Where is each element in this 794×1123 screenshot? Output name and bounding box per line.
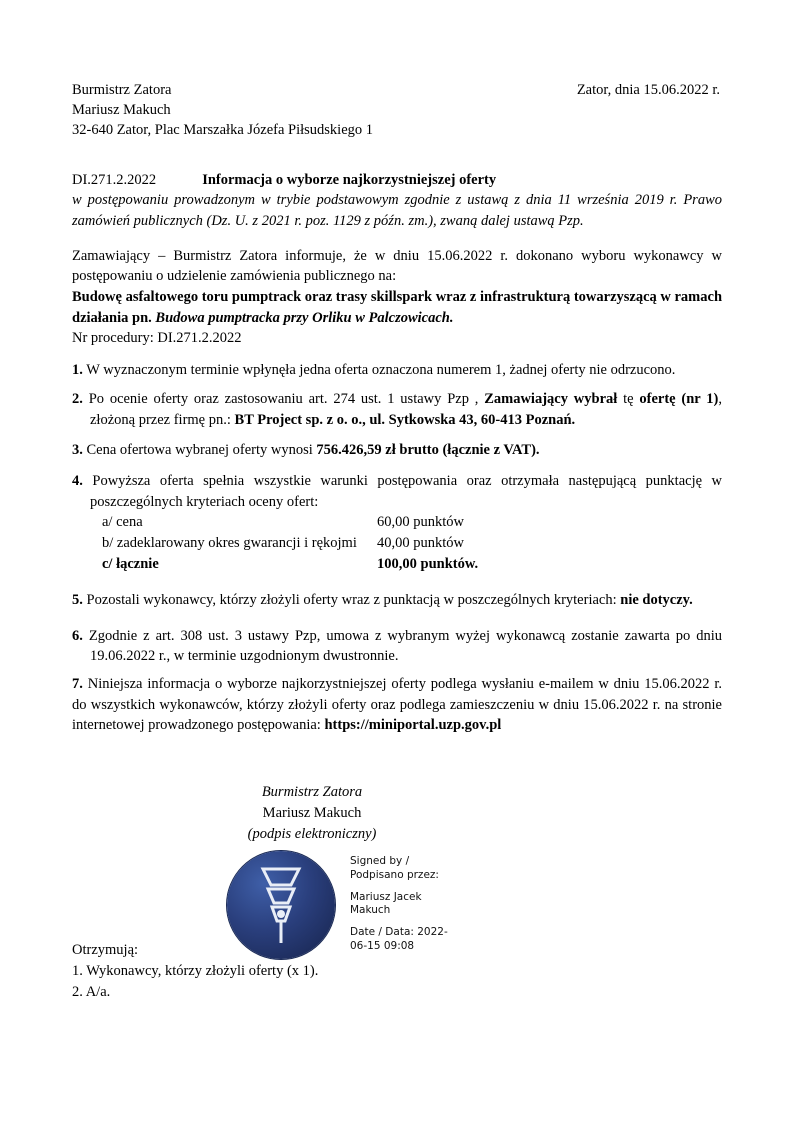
recipients-block — [72, 940, 318, 1003]
criteria-list — [72, 512, 722, 575]
point-3-number: 3. — [72, 441, 83, 458]
point-6-text: Zgodnie z art. 308 ust. 3 ustawy Pzp, umowa z wybranym wyżej wykonawcą zostanie zawarta po dniu 19.06.2022 r., w terminie uzgodnionym dwustronnie. — [88, 627, 723, 665]
criteria-value: 60,00 punktów — [377, 514, 464, 531]
point-1 — [72, 360, 722, 381]
sender-address: 32-640 Zator, Plac Marszałka Józefa Piłsudskiego 1 — [72, 122, 374, 138]
signature-stamp-text — [350, 855, 540, 962]
sender-name: Mariusz Makuch — [72, 102, 171, 118]
stamp-line-6: 06-15 09:08 — [350, 940, 415, 953]
sender-block — [72, 80, 373, 140]
sender-office: Burmistrz Zatora — [72, 82, 172, 98]
criteria-label: b/ zadeklarowany okres gwarancji i rękojmi — [102, 535, 357, 552]
contract-subject-bold: Budowę asfaltowego toru pumptrack oraz trasy skillspark wraz z infrastrukturą towarzyszącą w ramach działania pn. — [72, 289, 723, 326]
point-2 — [72, 389, 722, 430]
procedure-number: Nr procedury: DI.271.2.2022 — [72, 330, 242, 347]
letter-header — [72, 80, 722, 140]
point-4 — [72, 471, 722, 512]
case-number: DI.271.2.2022 — [72, 172, 157, 188]
point-7-text: Niniejsza informacja o wyborze najkorzystniejszej oferty podlega wysłaniu e-mailem w dniu 15.06.2022 r. do wszystkich wykonawców, którzy złożyli oferty oraz podlega zamieszczeniu w dniu 15.06.2022 r. na stronie internetowej prowadzonego postępowania: — [72, 676, 722, 734]
point-1-text: W wyznaczonym terminie wpłynęła jedna oferta oznaczona numerem 1, żadnej oferty nie odrzucono. — [86, 361, 676, 378]
signature-name: Mariusz Makuch — [262, 804, 362, 821]
point-5-number: 5. — [72, 592, 83, 609]
document-body — [72, 80, 722, 981]
point-6 — [72, 626, 722, 667]
intro-paragraph: Zamawiający – Burmistrz Zatora informuje, że w dniu 15.06.2022 r. dokonano wyboru wykonawcy w postępowaniu o udzielenie zamówienia publicznego na: — [72, 247, 722, 285]
criteria-value-total: 100,00 punktów. — [377, 556, 479, 573]
point-2-text-b: Zamawiający wybrał — [484, 391, 618, 408]
recipients-heading: Otrzymują: — [72, 942, 139, 958]
legal-basis-line2: zamówień publicznych (Dz. U. z 2021 r. poz. 1129 z późn. zm.), zwaną dalej ustawą Pzp. — [72, 212, 584, 229]
title-row — [72, 170, 722, 190]
stamp-line-1: Signed by / — [350, 854, 410, 867]
criteria-value: 40,00 punktów — [377, 535, 464, 552]
signature-block — [72, 782, 552, 845]
stamp-line-3: Mariusz Jacek — [350, 890, 422, 903]
stamp-line-2: Podpisano przez: — [350, 868, 439, 881]
point-7 — [72, 674, 722, 736]
point-3-text: Cena ofertowa wybranej oferty wynosi — [86, 441, 313, 458]
point-2-number: 2. — [72, 391, 83, 408]
criteria-row — [102, 533, 722, 554]
point-4-text: Powyższa oferta spełnia wszystkie warunki postępowania oraz otrzymała następującą punktację w poszczególnych kryteriach oceny ofert: — [90, 473, 722, 510]
point-5-text: Pozostali wykonawcy, którzy złożyli oferty wraz z punktacją w poszczególnych kryteriach: — [86, 592, 617, 609]
point-2-text-c: tę — [623, 391, 634, 408]
criteria-row-total — [102, 554, 722, 575]
legal-basis — [72, 190, 722, 231]
pen-nib-icon — [258, 865, 304, 949]
point-3 — [72, 440, 722, 461]
point-2-text-d: ofertę (nr 1) — [639, 391, 719, 408]
criteria-label: a/ cena — [102, 514, 143, 531]
selected-contractor: BT Project sp. z o. o., ul. Sytkowska 43, 60-413 Poznań. — [234, 411, 576, 428]
stamp-line-5: Date / Data: 2022- — [350, 926, 448, 939]
contract-subject — [72, 287, 722, 328]
point-7-number: 7. — [72, 676, 83, 693]
point-6-number: 6. — [72, 627, 83, 644]
point-2-text-a: Po ocenie oferty oraz zastosowaniu art. 274 ust. 1 ustawy Pzp , — [88, 391, 479, 408]
recipient-item-1: 1. Wykonawcy, którzy złożyli oferty (x 1). — [72, 963, 319, 980]
stamp-line-4: Makuch — [350, 904, 391, 917]
point-5 — [72, 590, 722, 611]
offer-price: 756.426,59 zł brutto (łącznie z VAT). — [316, 441, 540, 458]
point-1-number: 1. — [72, 361, 83, 378]
point-2-text-e: , złożoną przez firmę pn.: — [90, 391, 722, 428]
point-4-number: 4. — [72, 473, 83, 490]
contract-subject-italic: Budowa pumptracka przy Orliku w Palczowicach. — [155, 309, 454, 326]
signature-note: (podpis elektroniczny) — [247, 825, 377, 842]
document-title: Informacja o wyborze najkorzystniejszej oferty — [202, 172, 497, 188]
point-5-value: nie dotyczy. — [620, 592, 693, 609]
signature-role: Burmistrz Zatora — [261, 783, 363, 800]
criteria-row — [102, 512, 722, 533]
recipient-item-2: 2. A/a. — [72, 984, 111, 1001]
portal-url[interactable]: https://miniportal.uzp.gov.pl — [324, 717, 502, 734]
place-and-date: Zator, dnia 15.06.2022 r. — [576, 82, 720, 98]
legal-basis-line1: w postępowaniu prowadzonym w trybie podstawowym zgodnie z ustawą z dnia 11 września 2019 r. Prawo — [72, 192, 722, 209]
criteria-label-total: c/ łącznie — [102, 556, 159, 573]
